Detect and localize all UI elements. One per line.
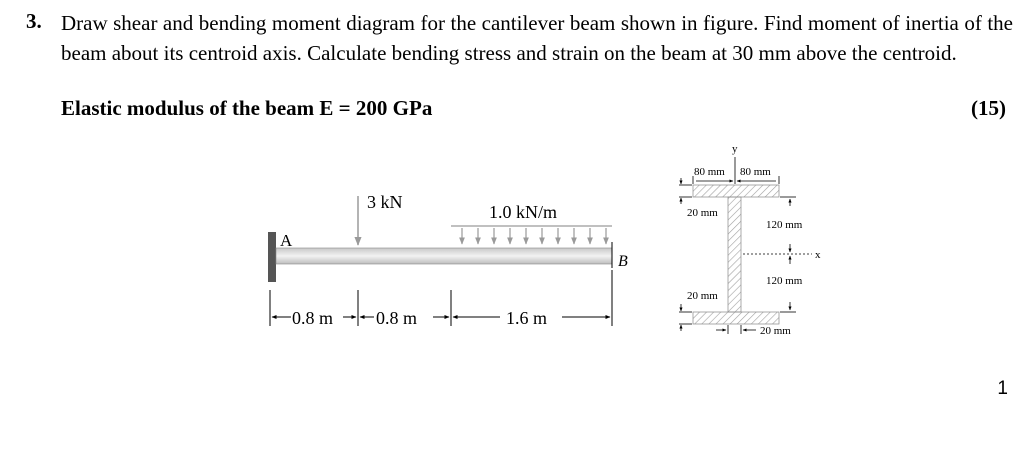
y-axis-label: y [732,143,738,155]
web-lower-height-label: 120 mm [766,275,803,287]
given-data: Elastic modulus of the beam E = 200 GPa [61,96,433,120]
point-load-label: 3 kN [367,192,403,212]
web-upper-height-label: 120 mm [766,219,803,231]
section-left-dims [679,178,692,331]
section-diagram [679,143,821,337]
top-flange-thickness-label: 20 mm [687,207,718,219]
flange-half-left-label: 80 mm [694,166,725,178]
bottom-flange [693,312,779,324]
section-bottom-dims [716,325,756,334]
page-number: 1 [997,378,1008,399]
beam-body [276,248,612,264]
question-text: Draw shear and bending moment diagram for the cantilever beam shown in figure. Find moment of inertia of the beam about its centroid axis. Calculate bending stress and strain on the beam at 30 mm above the centroid. [61,11,1013,65]
bottom-flange-thickness-label: 20 mm [687,290,718,302]
top-flange [693,185,779,197]
dimension-label-1: 0.8 m [292,308,334,328]
web [728,197,741,312]
dimension-label-2: 0.8 m [376,308,418,328]
free-end-label-b: B [618,253,628,270]
question-number: 3. [26,9,42,33]
section-right-dims [743,197,812,312]
web-thickness-label: 20 mm [760,325,791,337]
support-label-a: A [280,231,293,250]
x-axis-label: x [815,249,821,261]
fixed-support [268,232,276,282]
distributed-load-label: 1.0 kN/m [489,202,558,222]
distributed-load-arrows [451,226,612,244]
beam-diagram [268,192,628,328]
dimension-label-3: 1.6 m [506,308,548,328]
flange-half-right-label: 80 mm [740,166,771,178]
question-marks: (15) [971,96,1006,120]
